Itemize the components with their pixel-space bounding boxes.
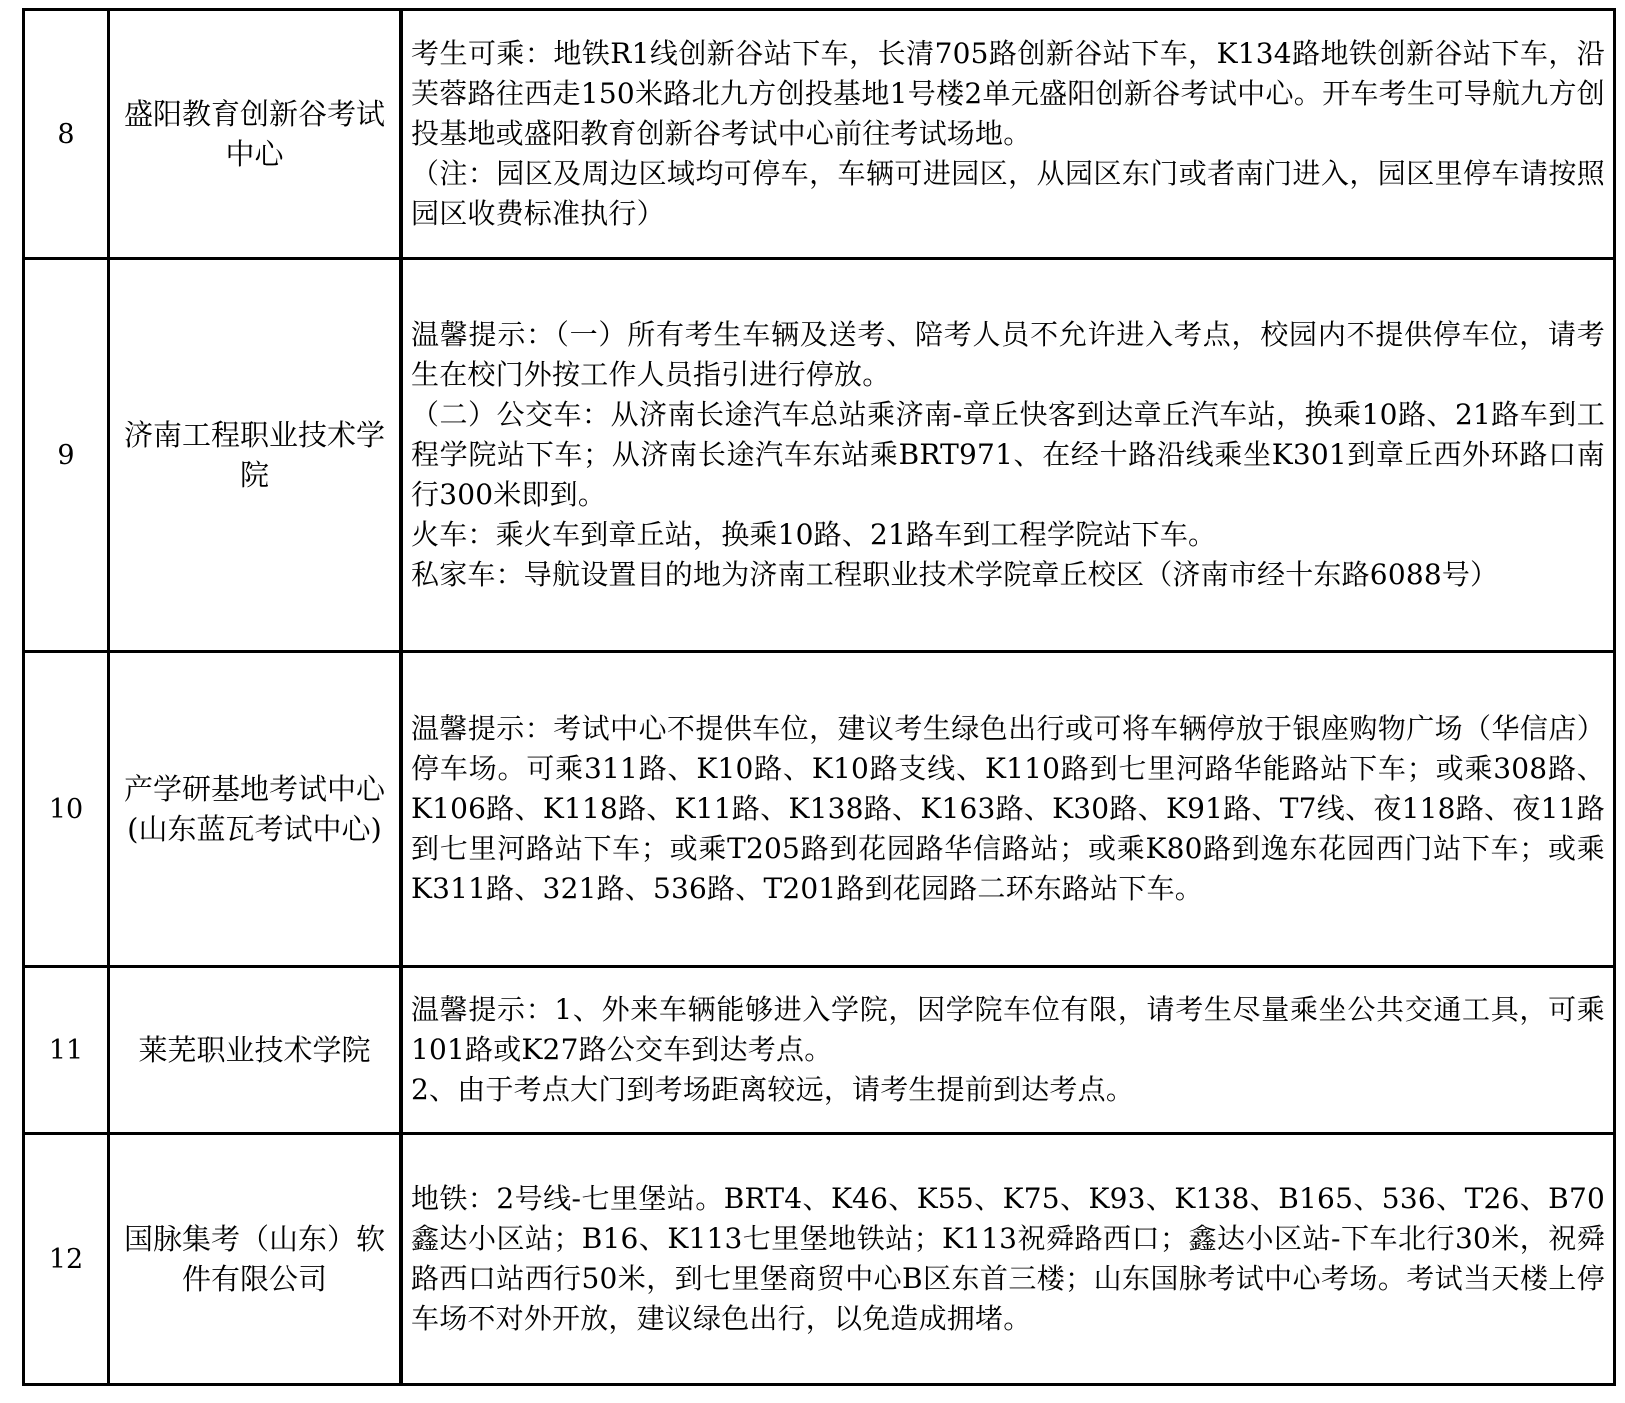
table-row [24,652,1615,967]
info-paragraph: （二）公交车：从济南长途汽车总站乘济南-章丘快客到达章丘汽车站，换乘10路、21路车到工程学院站下车；从济南长途汽车东站乘BRT971、在经十路沿线乘坐K301到章丘西外环路口南行300米即到。 [411,398,1605,511]
info-paragraph: 温馨提示：考试中心不提供车位，建议考生绿色出行或可将车辆停放于银座购物广场（华信店）停车场。可乘311路、K10路、K10路支线、K110路到七里河路华能路站下车；或乘308路、K106路、K118路、K11路、K138路、K163路、K30路、K91路、T7线、夜118路、夜11路到七里河路站下车；或乘T205路到花园路华信路站；或乘K80路到逸东花园西门站下车；或乘K311路、321路、536路、T201路到花园路二环东路站下车。 [411,712,1605,905]
table-row [24,967,1615,1134]
info-paragraph: 火车：乘火车到章丘站，换乘10路、21路车到工程学院站下车。 [411,518,1217,551]
venue-name: 产学研基地考试中心(山东蓝瓦考试中心) [109,652,402,967]
transport-info [401,10,1615,259]
row-number: 8 [24,10,109,259]
transport-info [401,652,1615,967]
venue-name: 盛阳教育创新谷考试中心 [109,10,402,259]
info-paragraph: （注：园区及周边区域均可停车，车辆可进园区，从园区东门或者南门进入，园区里停车请按照园区收费标准执行） [411,157,1605,230]
row-number: 11 [24,967,109,1134]
row-number: 10 [24,652,109,967]
table-row [24,10,1615,259]
transport-info [401,259,1615,652]
venue-name: 济南工程职业技术学院 [109,259,402,652]
table-row [24,1134,1615,1385]
info-paragraph: 私家车：导航设置目的地为济南工程职业技术学院章丘校区（济南市经十东路6088号） [411,558,1499,591]
exam-venue-transport-table [22,8,1616,1386]
row-number: 9 [24,259,109,652]
venue-name: 莱芜职业技术学院 [109,967,402,1134]
info-paragraph: 考生可乘：地铁R1线创新谷站下车，长清705路创新谷站下车，K134路地铁创新谷站下车，沿芙蓉路往西走150米路北九方创投基地1号楼2单元盛阳创新谷考试中心。开车考生可导航九方创投基地或盛阳教育创新谷考试中心前往考试场地。 [411,37,1605,150]
info-paragraph: 地铁：2号线-七里堡站。BRT4、K46、K55、K75、K93、K138、B165、536、T26、B70鑫达小区站；B16、K113七里堡地铁站；K113祝舜路西口；鑫达小区站-下车北行30米，祝舜路西口站西行50米，到七里堡商贸中心B区东首三楼；山东国脉考试中心考场。考试当天楼上停车场不对外开放，建议绿色出行，以免造成拥堵。 [411,1182,1605,1335]
info-paragraph: 2、由于考点大门到考场距离较远，请考生提前到达考点。 [411,1073,1135,1106]
transport-info [401,1134,1615,1385]
transport-info [401,967,1615,1134]
venue-name: 国脉集考（山东）软件有限公司 [109,1134,402,1385]
row-number: 12 [24,1134,109,1385]
info-paragraph: 温馨提示：1、外来车辆能够进入学院，因学院车位有限，请考生尽量乘坐公共交通工具，可乘101路或K27路公交车到达考点。 [411,993,1605,1066]
info-paragraph: 温馨提示：（一）所有考生车辆及送考、陪考人员不允许进入考点，校园内不提供停车位，请考生在校门外按工作人员指引进行停放。 [411,318,1605,391]
table-row [24,259,1615,652]
